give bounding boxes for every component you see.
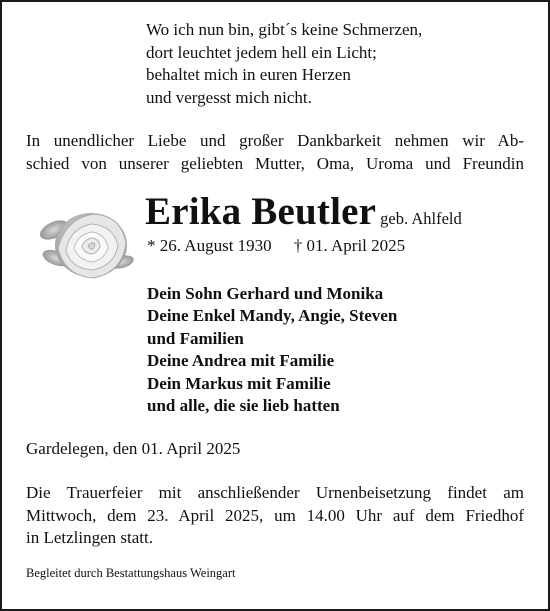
service-line: Mittwoch, dem 23. April 2025, um 14.00 Uhr auf dem Friedhof bbox=[26, 505, 524, 525]
maiden-name: geb. Ahlfeld bbox=[380, 209, 462, 228]
poem-line: dort leuchtet jedem hell ein Licht; bbox=[146, 42, 377, 62]
mourners-list bbox=[147, 283, 397, 417]
intro-line: schied von unserer geliebten Mutter, Oma, Uroma und Freundin bbox=[26, 153, 524, 173]
intro-text bbox=[26, 130, 524, 175]
mourner-line: Deine Andrea mit Familie bbox=[147, 351, 335, 371]
rose-icon bbox=[36, 200, 136, 286]
death-date: † 01. April 2025 bbox=[293, 236, 406, 255]
deceased-name: Erika Beutler bbox=[145, 190, 377, 233]
deceased-name-line bbox=[145, 189, 462, 234]
mourner-line: und Familien bbox=[147, 328, 244, 348]
life-dates bbox=[147, 236, 405, 256]
place-date: Gardelegen, den 01. April 2025 bbox=[26, 439, 241, 458]
mourner-line: und alle, die sie lieb hatten bbox=[147, 396, 340, 416]
mourner-line: Deine Enkel Mandy, Angie, Steven bbox=[147, 306, 398, 326]
mourner-line: Dein Sohn Gerhard und Monika bbox=[147, 284, 384, 303]
poem-line: Wo ich nun bin, gibt´s keine Schmerzen, bbox=[146, 20, 423, 39]
intro-line: In unendlicher Liebe und großer Dankbarkeit nehmen wir Ab- bbox=[26, 131, 524, 150]
service-info bbox=[26, 482, 524, 550]
birth-date: * 26. August 1930 bbox=[147, 236, 272, 255]
poem-line: und vergesst mich nicht. bbox=[146, 87, 312, 107]
mourner-line: Dein Markus mit Familie bbox=[147, 373, 331, 393]
funeral-home-credit: Begleitet durch Bestattungshaus Weingart bbox=[26, 566, 236, 580]
service-line: Die Trauerfeier mit anschließender Urnenbeisetzung findet am bbox=[26, 483, 524, 502]
poem bbox=[146, 19, 422, 109]
service-line: in Letzlingen statt. bbox=[26, 528, 153, 547]
poem-line: behaltet mich in euren Herzen bbox=[146, 65, 351, 84]
